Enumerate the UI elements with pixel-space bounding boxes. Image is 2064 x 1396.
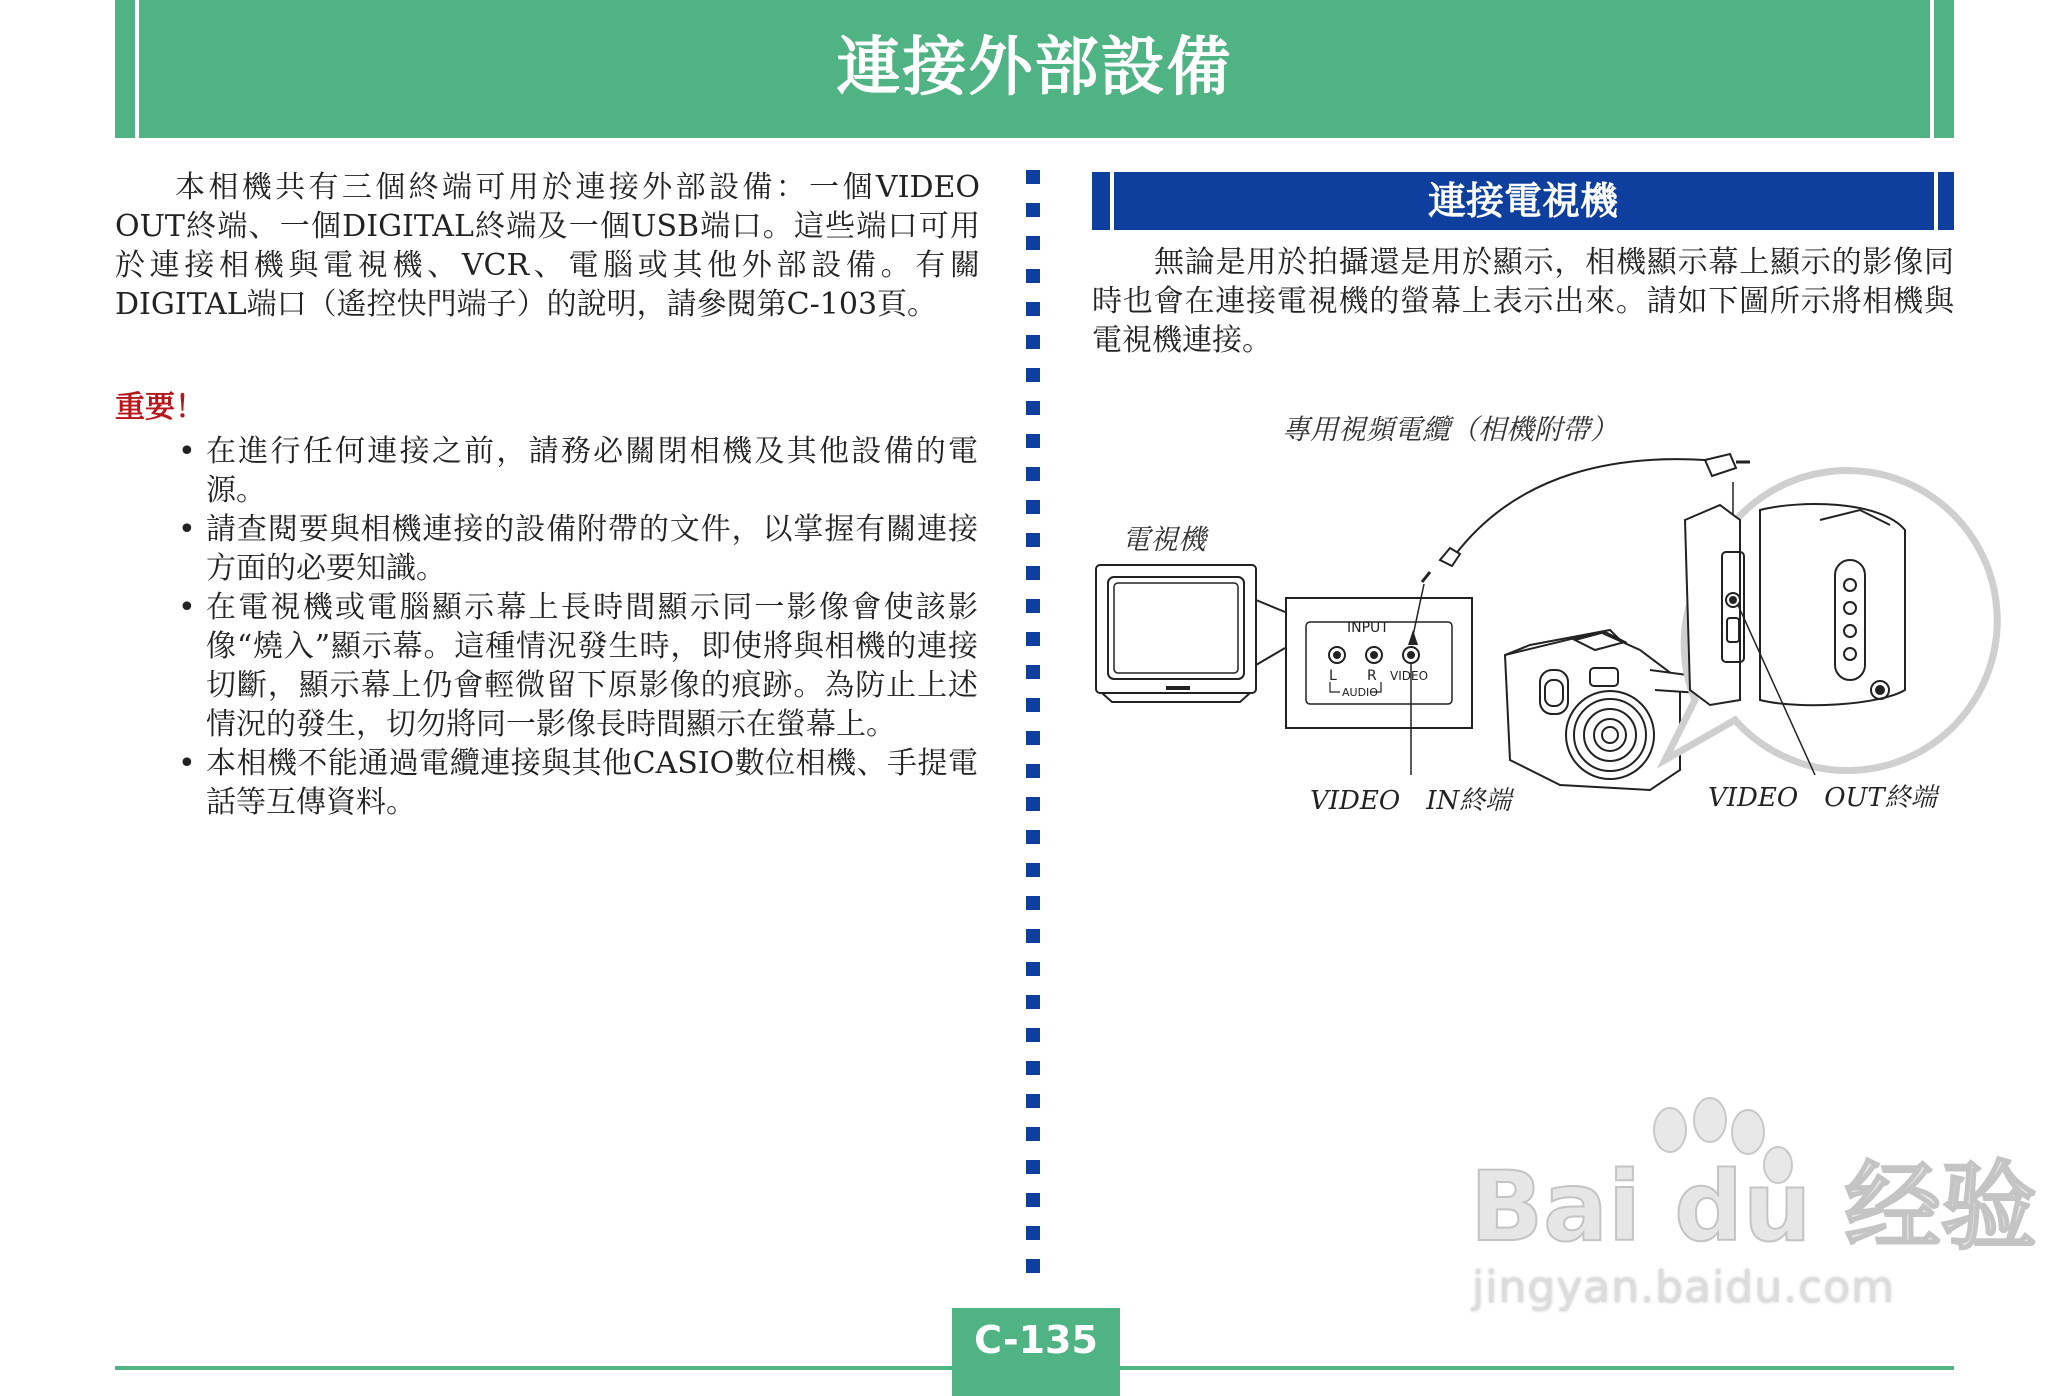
divider-square <box>1026 995 1040 1009</box>
divider-square <box>1026 1193 1040 1207</box>
page-number: C-135 <box>974 1318 1098 1362</box>
divider-square <box>1026 797 1040 811</box>
column-divider <box>1025 170 1041 1290</box>
divider-square <box>1026 467 1040 481</box>
tv-connection-paragraph: 無論是用於拍攝還是用於顯示，相機顯示幕上顯示的影像同時也會在連接電視機的螢幕上表示出來。請如下圖所示將相機與電視機連接。 <box>1092 245 1954 358</box>
list-item-text: 本相機不能通過電纜連接與其他CASIO數位相機、手提電話等互傳資料。 <box>206 746 978 820</box>
header-banner <box>115 0 1954 138</box>
divider-square <box>1026 500 1040 514</box>
list-item <box>178 432 978 510</box>
list-item-text: 在進行任何連接之前，請務必關閉相機及其他設備的電源。 <box>206 434 978 508</box>
list-item <box>178 510 978 588</box>
divider-square <box>1026 962 1040 976</box>
tv-illustration <box>1096 565 1285 702</box>
divider-square <box>1026 335 1040 349</box>
divider-square <box>1026 302 1040 316</box>
divider-square <box>1026 698 1040 712</box>
bullet-dot: • <box>178 746 196 781</box>
divider-square <box>1026 929 1040 943</box>
panel-l-label: L <box>1329 668 1337 684</box>
list-item-text: 請查閱要與相機連接的設備附帶的文件，以掌握有關連接方面的必要知識。 <box>206 512 978 586</box>
divider-square <box>1026 368 1040 382</box>
divider-square <box>1026 1028 1040 1042</box>
section-title: 連接電視機 <box>1427 179 1618 223</box>
divider-square <box>1026 1160 1040 1174</box>
panel-r-label: R <box>1367 668 1377 684</box>
watermark-url: jingyan.baidu.com <box>1472 1262 1896 1313</box>
bullet-dot: • <box>178 590 196 625</box>
important-list <box>178 432 978 822</box>
panel-audio-label: AUDIO <box>1342 686 1378 699</box>
tv-label: 電視機 <box>1122 523 1207 556</box>
connection-diagram <box>1090 400 1960 830</box>
video-in-label: VIDEO IN終端 <box>1310 786 1512 816</box>
divider-square <box>1026 1226 1040 1240</box>
section-heading-bar <box>1092 172 1954 230</box>
divider-square <box>1026 434 1040 448</box>
divider-square <box>1026 1061 1040 1075</box>
bullet-dot: • <box>178 512 196 547</box>
bullet-dot: • <box>178 434 196 469</box>
divider-square <box>1026 269 1040 283</box>
divider-square <box>1026 1094 1040 1108</box>
divider-square <box>1026 533 1040 547</box>
important-heading: 重要！ <box>115 390 205 425</box>
list-item-text: 在電視機或電腦顯示幕上長時間顯示同一影像會使該影像“燒入”顯示幕。這種情況發生時，即使將與相機的連接切斷，顯示幕上仍會輕微留下原影像的痕跡。為防止上述情況的發生，切勿將同一影像長時間顯示在螢幕上。 <box>206 590 978 742</box>
divider-square <box>1026 896 1040 910</box>
panel-input-label: INPUT <box>1347 620 1389 636</box>
divider-square <box>1026 632 1040 646</box>
watermark-logo <box>1470 1090 2037 1263</box>
divider-square <box>1026 764 1040 778</box>
divider-square <box>1026 830 1040 844</box>
divider-square <box>1026 863 1040 877</box>
intro-paragraph: 本相機共有三個終端可用於連接外部設備：一個VIDEO OUT終端、一個DIGITAL終端及一個USB端口。這些端口可用於連接相機與電視機、VCR、電腦或其他外部設備。有關DIGITAL端口（遙控快門端子）的說明，請參閱第C-103頁。 <box>115 170 980 322</box>
divider-square <box>1026 1127 1040 1141</box>
divider-square <box>1026 236 1040 250</box>
divider-square <box>1026 599 1040 613</box>
divider-square <box>1026 665 1040 679</box>
page-number-tab <box>952 1308 1120 1396</box>
panel-video-label: VIDEO <box>1390 669 1429 683</box>
video-out-label: VIDEO OUT終端 <box>1708 783 1937 813</box>
divider-square <box>1026 203 1040 217</box>
watermark-logo-text: Bai du 经验 <box>1470 1151 2037 1263</box>
zoom-bubble <box>1665 471 1997 775</box>
divider-square <box>1026 566 1040 580</box>
page-title: 連接外部設備 <box>836 31 1233 105</box>
cable-label: 專用視頻電纜（相機附帶） <box>1282 413 1619 446</box>
divider-square <box>1026 1259 1040 1273</box>
divider-square <box>1026 731 1040 745</box>
divider-square <box>1026 170 1040 184</box>
divider-square <box>1026 401 1040 415</box>
list-item <box>178 744 978 822</box>
tv-input-panel <box>1286 598 1472 728</box>
list-item <box>178 588 978 744</box>
